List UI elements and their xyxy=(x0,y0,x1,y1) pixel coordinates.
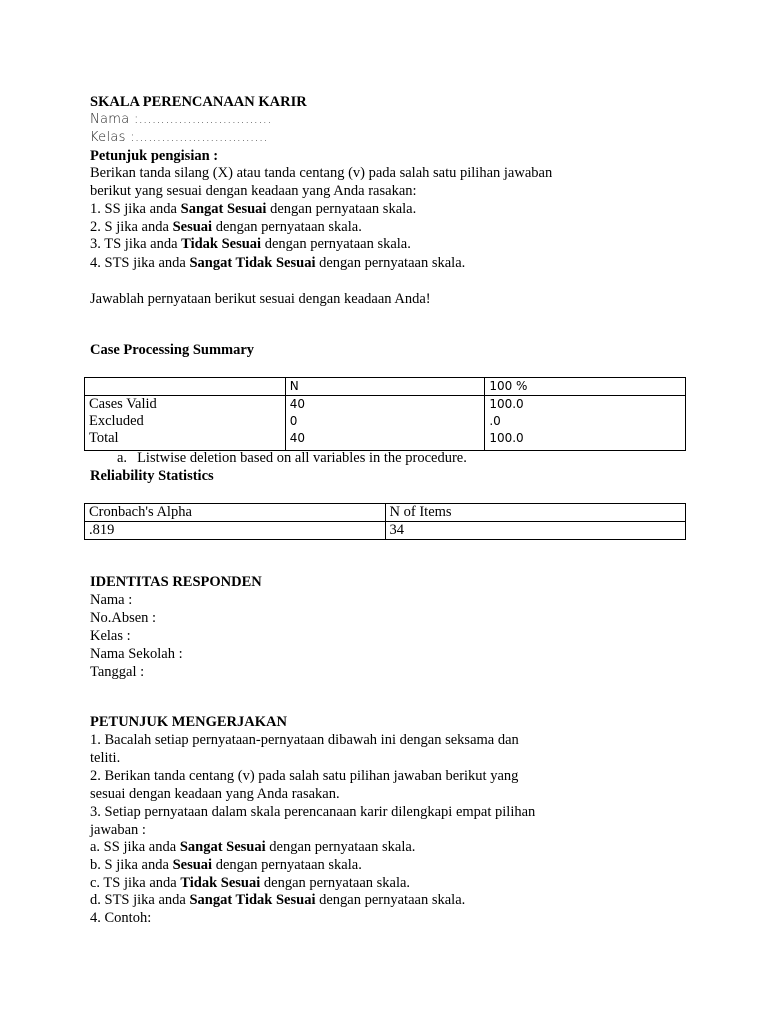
table-cell: .819 xyxy=(85,522,386,540)
table-row xyxy=(85,430,686,451)
instructions-heading: Petunjuk pengisian : xyxy=(90,148,219,164)
table-header-row xyxy=(85,504,686,522)
table-row xyxy=(85,413,686,430)
instruction-line: sesuai dengan keadaan yang Anda rasakan. xyxy=(90,786,340,802)
instruction-line: 2. Berikan tanda centang (v) pada salah satu pilihan jawaban berikut yang xyxy=(90,768,519,784)
case-processing-table xyxy=(84,377,686,451)
answer-prompt: Jawablah pernyataan berikut sesuai dengan keadaan Anda! xyxy=(90,291,431,307)
table-row xyxy=(85,396,686,414)
table-footnote: a. Listwise deletion based on all variables in the procedure. xyxy=(117,450,467,466)
table-row xyxy=(85,522,686,540)
identity-field: Nama : xyxy=(90,592,133,608)
name-line: Nama :………………………... xyxy=(90,112,272,127)
instruction-line: 4. Contoh: xyxy=(90,910,152,926)
scale-title: SKALA PERENCANAAN KARIR xyxy=(90,94,307,110)
identity-field: No.Absen : xyxy=(90,610,157,626)
table-cell: 100.0 xyxy=(485,430,686,451)
identity-field: Nama Sekolah : xyxy=(90,646,183,662)
table-cell: 100.0 xyxy=(485,396,686,414)
work-instructions-title: PETUNJUK MENGERJAKAN xyxy=(90,714,287,730)
table-cell: Excluded xyxy=(85,413,286,430)
answer-option: d. STS jika anda Sangat Tidak Sesuai dengan pernyataan skala. xyxy=(90,892,466,908)
table-header-cell: N of Items xyxy=(385,504,685,522)
scale-option: 2. S jika anda Sesuai dengan pernyataan skala. xyxy=(90,219,362,235)
identity-field: Tanggal : xyxy=(90,664,145,680)
table-header-row xyxy=(85,378,686,396)
case-processing-title: Case Processing Summary xyxy=(90,342,255,358)
table-header-cell: Cronbach's Alpha xyxy=(85,504,386,522)
table-cell: 34 xyxy=(385,522,685,540)
instruction-line: jawaban : xyxy=(90,822,146,838)
table-header-cell: 100 % xyxy=(485,378,686,396)
table-cell: Cases Valid xyxy=(85,396,286,414)
class-line: Kelas :………………………... xyxy=(90,130,268,145)
table-cell: .0 xyxy=(485,413,686,430)
answer-option: c. TS jika anda Tidak Sesuai dengan pernyataan skala. xyxy=(90,875,411,891)
scale-option: 4. STS jika anda Sangat Tidak Sesuai dengan pernyataan skala. xyxy=(90,255,466,271)
table-cell: 0 xyxy=(285,413,485,430)
scale-option: 1. SS jika anda Sangat Sesuai dengan pernyataan skala. xyxy=(90,201,417,217)
instruction-line: 3. Setiap pernyataan dalam skala perencanaan karir dilengkapi empat pilihan xyxy=(90,804,536,820)
scale-option: 3. TS jika anda Tidak Sesuai dengan pernyataan skala. xyxy=(90,236,411,252)
table-header-cell: N xyxy=(285,378,485,396)
identity-title: IDENTITAS RESPONDEN xyxy=(90,574,262,590)
reliability-title: Reliability Statistics xyxy=(90,468,214,484)
reliability-table xyxy=(84,503,686,540)
instruction-line: teliti. xyxy=(90,750,121,766)
instructions-text-line1: Berikan tanda silang (X) atau tanda centang (v) pada salah satu pilihan jawaban xyxy=(90,165,553,181)
table-cell: 40 xyxy=(285,396,485,414)
table-cell: Total xyxy=(85,430,286,451)
instructions-text-line2: berikut yang sesuai dengan keadaan yang Anda rasakan: xyxy=(90,183,417,199)
answer-option: a. SS jika anda Sangat Sesuai dengan pernyataan skala. xyxy=(90,839,416,855)
identity-field: Kelas : xyxy=(90,628,131,644)
table-cell: 40 xyxy=(285,430,485,451)
table-header-cell xyxy=(85,378,286,396)
answer-option: b. S jika anda Sesuai dengan pernyataan skala. xyxy=(90,857,362,873)
instruction-line: 1. Bacalah setiap pernyataan-pernyataan dibawah ini dengan seksama dan xyxy=(90,732,519,748)
